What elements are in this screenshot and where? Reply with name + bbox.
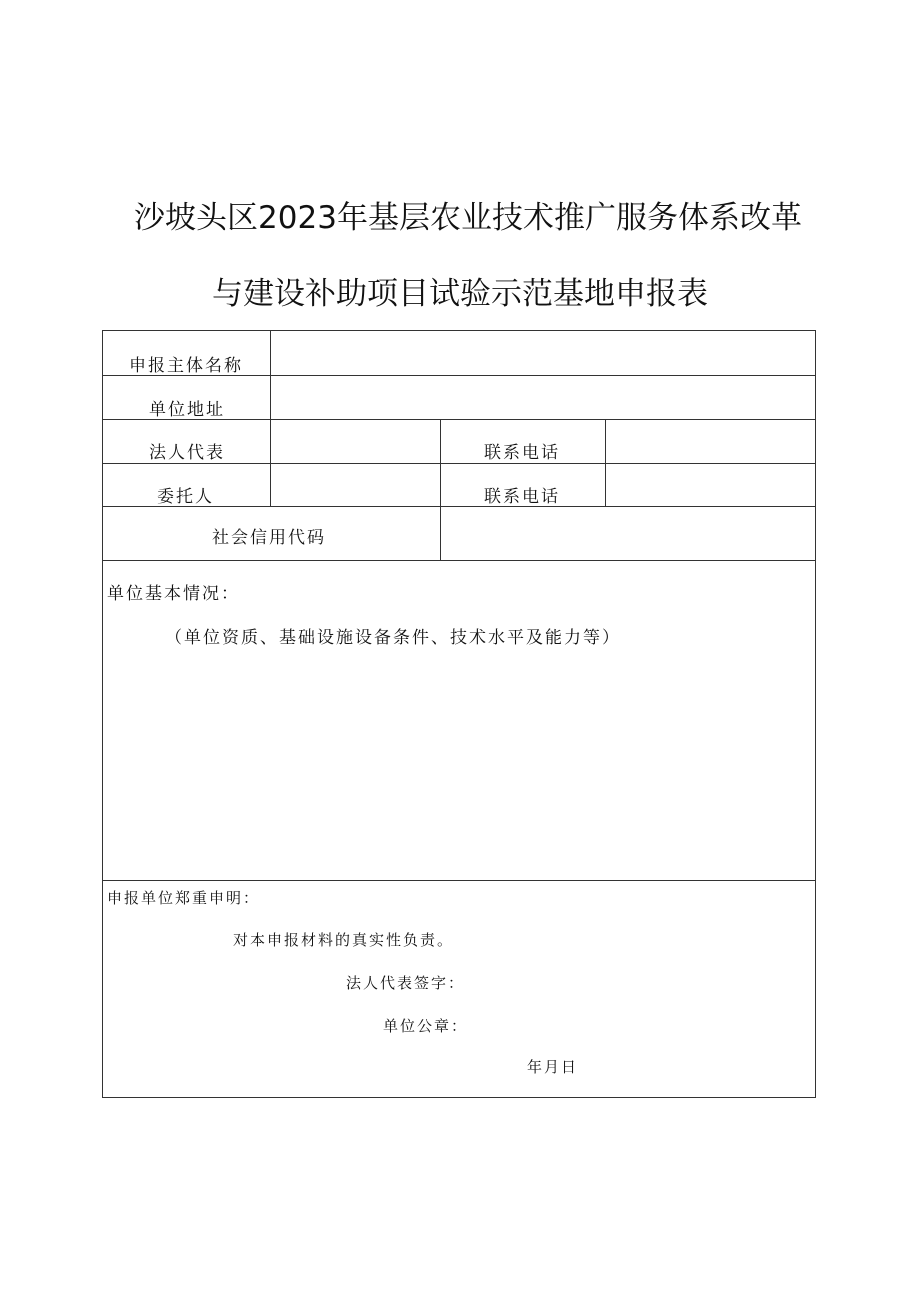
address-field[interactable] bbox=[271, 376, 815, 419]
legal-rep-phone-label: 联系电话 bbox=[484, 443, 560, 463]
credit-code-field[interactable] bbox=[441, 507, 815, 560]
declaration-label: 申报单位郑重申明： bbox=[107, 889, 261, 907]
agent-label: 委托人 bbox=[157, 487, 214, 507]
form-title-line-2: 与建设补助项目试验示范基地申报表 bbox=[212, 276, 708, 312]
application-form bbox=[102, 330, 816, 1098]
seal-label: 单位公章： bbox=[383, 1017, 469, 1035]
applicant-name-field[interactable] bbox=[271, 331, 815, 375]
signature-label: 法人代表签字： bbox=[346, 974, 466, 992]
row-divider bbox=[103, 880, 815, 881]
legal-rep-phone-field[interactable] bbox=[606, 420, 815, 463]
date-label: 年月日 bbox=[527, 1058, 579, 1076]
applicant-name-label: 申报主体名称 bbox=[129, 356, 243, 376]
basic-info-hint: （单位资质、基础设施设备条件、技术水平及能力等） bbox=[165, 628, 621, 648]
form-title-line-1: 沙坡头区2023年基层农业技术推广服务体系改革 bbox=[134, 200, 802, 236]
basic-info-label: 单位基本情况： bbox=[107, 584, 240, 604]
declaration-text: 对本申报材料的真实性负责。 bbox=[233, 931, 455, 949]
address-label: 单位地址 bbox=[149, 400, 225, 420]
agent-phone-label: 联系电话 bbox=[484, 487, 560, 507]
credit-code-label: 社会信用代码 bbox=[212, 528, 326, 548]
basic-info-textarea[interactable] bbox=[103, 647, 815, 879]
row-divider bbox=[103, 560, 815, 561]
legal-rep-field[interactable] bbox=[271, 420, 440, 463]
legal-rep-label: 法人代表 bbox=[149, 443, 225, 463]
agent-phone-field[interactable] bbox=[606, 464, 815, 506]
agent-field[interactable] bbox=[271, 464, 440, 506]
